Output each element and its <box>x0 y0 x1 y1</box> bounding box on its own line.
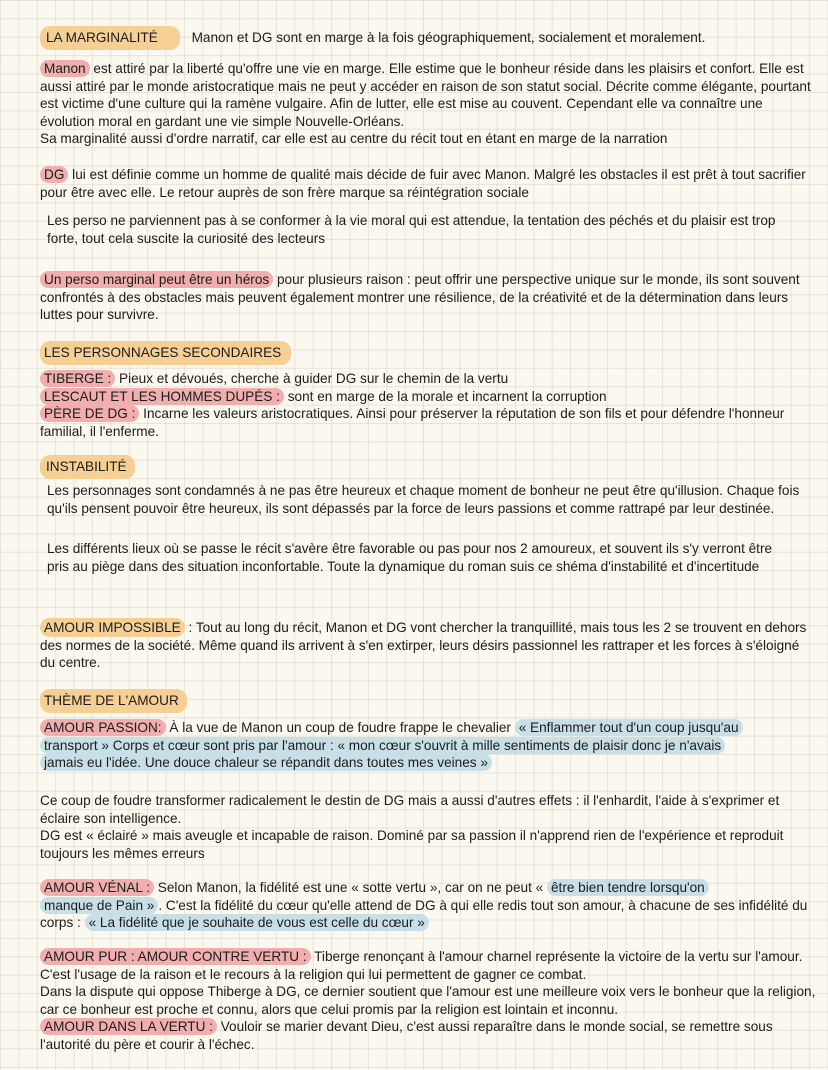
manon-text: est attiré par la liberté qu'offre une vie en marge. Elle estime que le bonheur réside dans les plaisirs et confort. Elle est aussi attiré par le monde aristocratique mais ne peut y accéder en raison de son statut social. Décrite comme élégante, pourtant est victime d'une culture qui la ramène vulgaire. Afin de lutter, elle est mise au couvent. Cependant elle va connaître une évolution moral en gardant une vie simple Nouvelle-Orléans. <box>40 61 811 129</box>
passion-quote-1: « Enflammer tout d'un coup jusqu'au <box>515 719 743 736</box>
vertu-text: Vouloir se marier devant Dieu, c'est aussi reparaître dans le monde social, se remettre sous l'autorité du père et courir à l'échec. <box>40 1019 773 1052</box>
venal-paragraph <box>40 879 816 932</box>
tiberge-label: TIBERGE : <box>40 370 115 387</box>
instabilite-text1: Les personnages sont condamnés à ne pas être heureux et chaque moment de bonheur ne peut être qu'illusion. Chaque fois qu'ils pensent pouvoir être heureux, ils sont dépassés par la force de leurs passions et comme rattrapé par leur destinée. <box>47 483 800 516</box>
pur-text: Tiberge renonçant à l'amour charnel représente la victoire de la vertu sur l'amour. C'est l'usage de la raison et le recours à la religion qui lui permettent de gagner ce combat. <box>40 949 803 982</box>
dg-text: lui est définie comme un homme de qualité mais décide de fuir avec Manon. Malgré les obstacles il est prêt à tout sacrifier pour être avec elle. Le retour auprès de son frère marque sa réintégration sociale <box>40 167 806 200</box>
passion-label: AMOUR PASSION: <box>40 719 166 736</box>
marginalite-title: LA MARGINALITÉ <box>40 26 180 50</box>
instabilite-p2 <box>47 540 777 575</box>
perso-text: Les perso ne parviennent pas à se conformer à la vie moral qui est attendue, la tentation des péchés et du plaisir est trop forte, tout cela suscite la curiosité des lecteurs <box>47 213 776 246</box>
secondaires-list <box>40 370 816 440</box>
pur-paragraph <box>40 948 816 1054</box>
venal-quote-2: manque de Pain » <box>40 897 158 914</box>
vertu-label: AMOUR DANS LA VERTU : <box>40 1018 217 1035</box>
dispute-text: Dans la dispute qui oppose Thiberge à DG, ce dernier soutient que l'amour est une meilleure voix vers le bonheur que la religion, car ce bonheur est proche et connu, alors que celui promis par la religion est lointain et inconnu. <box>40 984 816 1017</box>
amour-title: THÈME DE L'AMOUR <box>40 689 187 713</box>
foudre-paragraph <box>40 792 816 862</box>
pere-text: Incarne les valeurs aristocratiques. Ainsi pour préserver la réputation de son fils et pour défendre l'honneur familial, il l'enferme. <box>40 406 785 439</box>
amour-heading-row <box>40 689 816 713</box>
instabilite-text2: Les différents lieux où se passe le récit s'avère être favorable ou pas pour nos 2 amoureux, et souvent ils s'y verront être pris au piège dans des situation inconfortable. Toute la dynamique du roman suis ce shéma d'instabilité et d'incertitude <box>47 541 773 574</box>
venal-text-1: Selon Manon, la fidélité est une « sotte vertu », car on ne peut « <box>154 880 547 895</box>
tiberge-text: Pieux et dévoués, cherche à guider DG sur le chemin de la vertu <box>115 371 509 386</box>
passion-text: À la vue de Manon un coup de foudre frappe le chevalier <box>165 720 515 735</box>
manon-label: Manon <box>40 60 90 77</box>
passion-quote-2: transport » Corps et cœur sont pris par l'amour : « mon cœur s'ouvrit à mille sentiments de plaisir donc je n'avais <box>40 737 725 754</box>
perso-paragraph <box>47 212 807 247</box>
dg-label: DG <box>40 166 68 183</box>
marginalite-heading-row <box>40 26 816 50</box>
impossible-text: : Tout au long du récit, Manon et DG vont chercher la tranquillité, mais tous les 2 se trouvent en dehors des normes de la société. Même quand ils arrivent à s'en extirper, leurs désirs passionnel les rattraper et les forces à s'éloigné du centre. <box>40 620 807 671</box>
heros-paragraph <box>40 271 816 324</box>
instabilite-p1 <box>47 482 817 517</box>
instabilite-title: INSTABILITÉ <box>40 455 135 479</box>
eclaire-text: DG est « éclairé » mais aveugle et incapable de raison. Dominé par sa passion il n'apprend rien de l'expérience et reproduit toujours les mêmes erreurs <box>40 828 784 861</box>
secondaires-title: LES PERSONNAGES SECONDAIRES <box>40 341 291 365</box>
impossible-paragraph <box>40 619 816 672</box>
instabilite-heading-row <box>40 455 816 479</box>
passion-paragraph <box>40 719 816 772</box>
marginalite-intro: Manon et DG sont en marge à la fois géographiquement, socialement et moralement. <box>191 30 706 45</box>
venal-quote-3: « La fidélité que je souhaite de vous est celle du cœur » <box>85 914 429 931</box>
heros-label: Un perso marginal peut être un héros <box>40 271 273 288</box>
dg-paragraph <box>40 166 816 201</box>
foudre-text: Ce coup de foudre transformer radicalement le destin de DG mais a aussi d'autres effets : il l'enhardit, l'aide à s'exprimer et éclaire son intelligence. <box>40 793 780 826</box>
pere-label: PÈRE DE DG : <box>40 405 139 422</box>
impossible-label: AMOUR IMPOSSIBLE <box>40 618 185 637</box>
venal-text-2: . C'est la fidélité du cœur qu'elle attend de DG à qui elle redis tout son amour, à chacune de ses infidélité du corps : <box>40 897 808 931</box>
lescaut-label: LESCAUT ET LES HOMMES DUPÉS : <box>40 388 284 405</box>
passion-quote-3: jamais eu l'idée. Une douce chaleur se répandit dans toutes mes veines » <box>40 754 492 771</box>
heros-text: pour plusieurs raison : peut offrir une perspective unique sur le monde, ils sont souvent confrontés à des obstacles mais peuvent également montrer une résilience, de la créativité et de la détermination dans leurs luttes pour survivre. <box>40 272 800 323</box>
secondaires-heading-row <box>40 341 816 365</box>
pur-label: AMOUR PUR : AMOUR CONTRE VERTU : <box>40 948 311 965</box>
venal-label: AMOUR VÉNAL : <box>40 879 154 896</box>
manon-paragraph <box>40 60 816 148</box>
manon-text2: Sa marginalité aussi d'ordre narratif, car elle est au centre du récit tout en étant en marge de la narration <box>40 131 668 147</box>
venal-quote-1: être bien tendre lorsqu'on <box>547 879 709 896</box>
lescaut-text: sont en marge de la morale et incarnent la corruption <box>283 388 607 404</box>
